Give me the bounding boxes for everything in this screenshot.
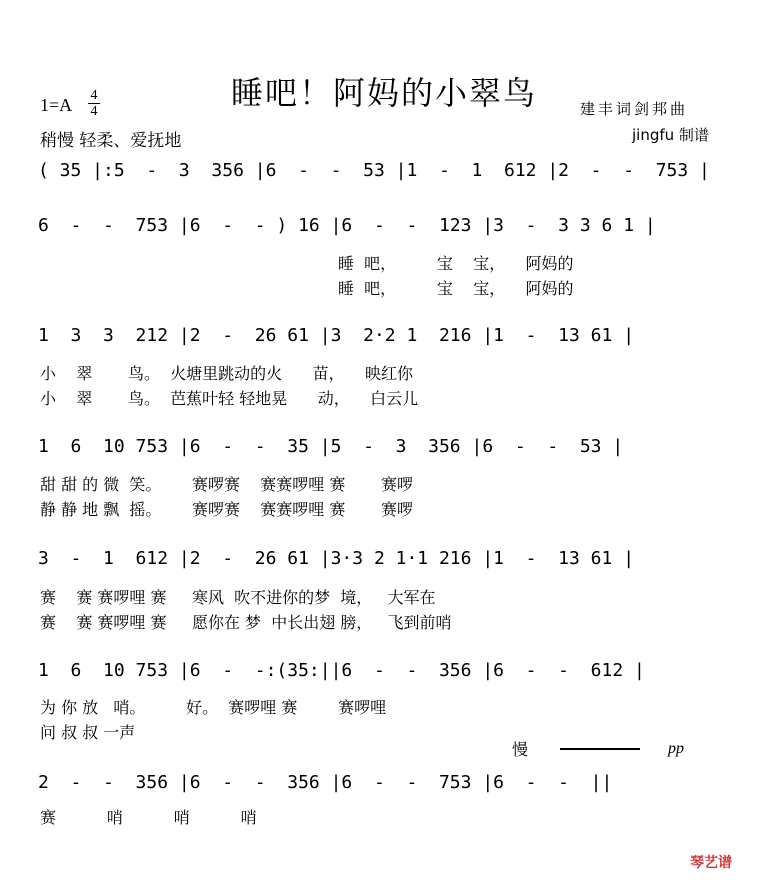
notation-line: 2 - - 356 |6 - - 356 |6 - - 753 |6 - - || — [38, 772, 613, 793]
site-logo: 琴艺谱 — [690, 855, 732, 871]
score-system-3 — [38, 325, 738, 355]
meter-bottom: 4 — [88, 103, 100, 119]
notation-line: ( 35 |:5 - 3 356 |6 - - 53 |1 - 1 612 |2 - - 753 | — [38, 160, 710, 181]
lyric-line-1: 赛 哨 哨 哨 — [40, 808, 257, 827]
lyric-line-1: 甜 甜 的 微 笑。 赛啰赛 赛赛啰哩 赛 赛啰 — [40, 475, 413, 494]
score-system-5 — [38, 548, 738, 578]
score-system-1 — [38, 160, 738, 190]
score-system-6 — [38, 660, 738, 690]
transcriber: jingfu 制谱 — [632, 126, 709, 144]
meter-top: 4 — [90, 88, 98, 103]
score-system-2 — [38, 215, 738, 245]
notation-line: 6 - - 753 |6 - - ) 16 |6 - - 123 |3 - 3 3 6 1 | — [38, 215, 656, 236]
key-signature: 1=A — [40, 95, 73, 115]
page-title: 睡吧！阿妈的小翠鸟 — [230, 74, 537, 112]
notation-line: 3 - 1 612 |2 - 26 61 |3·3 2 1·1 216 |1 - 13 61 | — [38, 548, 635, 569]
time-signature — [88, 88, 100, 119]
dynamic-marking: pp — [668, 740, 684, 757]
lyric-line-2: 问 叔 叔 一声 — [40, 723, 136, 742]
notation-line: 1 6 10 753 |6 - -:(35:||6 - - 356 |6 - - 612 | — [38, 660, 645, 681]
lyric-line-1: 赛 赛 赛啰哩 赛 寒风 吹不进你的梦 境， 大军在 — [40, 588, 436, 607]
lyric-line-1: 为 你 放 哨。 好。 赛啰哩 赛 赛啰哩 — [40, 698, 387, 717]
lyric-line-2: 赛 赛 赛啰哩 赛 愿你在 梦 中长出翅 膀， 飞到前哨 — [40, 613, 452, 632]
lyric-line-2: 睡 吧， 宝 宝， 阿妈的 — [338, 279, 574, 298]
score-system-7 — [38, 772, 738, 802]
tempo-marking: 稍慢 轻柔、爱抚地 — [40, 131, 182, 151]
tempo-slow: 慢 — [512, 740, 529, 759]
lyric-line-2: 小 翠 鸟。 芭蕉叶轻 轻地晃 动， 白云儿 — [40, 389, 419, 408]
authors: 建丰词剑邦曲 — [580, 100, 689, 118]
notation-line: 1 3 3 212 |2 - 26 61 |3 2·2 1 216 |1 - 13 61 | — [38, 325, 635, 346]
lyric-line-1: 睡 吧， 宝 宝， 阿妈的 — [338, 254, 574, 273]
lyric-line-1: 小 翠 鸟。 火塘里跳动的火 苗， 映红你 — [40, 364, 413, 383]
lyric-line-2: 静 静 地 飘 摇。 赛啰赛 赛赛啰哩 赛 赛啰 — [40, 500, 413, 519]
score-system-4 — [38, 436, 738, 466]
tempo-line — [560, 748, 640, 750]
notation-line: 1 6 10 753 |6 - - 35 |5 - 3 356 |6 - - 53 | — [38, 436, 624, 457]
